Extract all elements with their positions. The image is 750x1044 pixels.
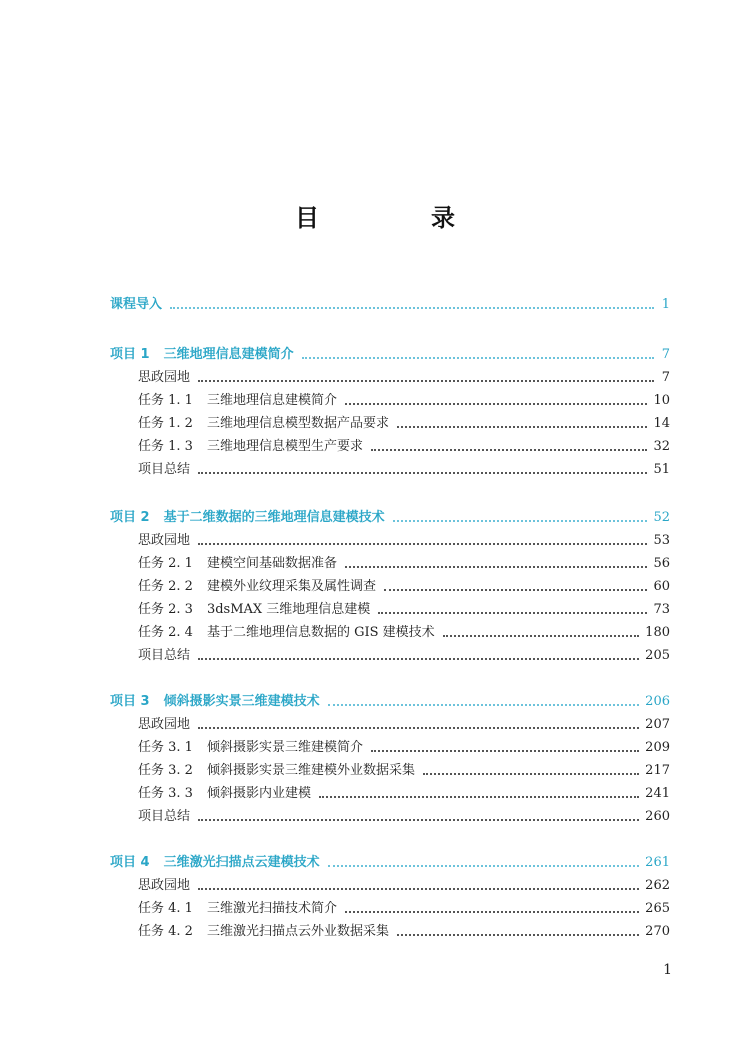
entry-title: 3dsMAX 三维地理信息建模 — [206, 602, 371, 617]
entry-number: 任务 2. 3 — [138, 602, 193, 617]
page-title: 目 录 — [295, 203, 499, 232]
entry-title: 建模外业纹理采集及属性调查 — [206, 579, 376, 594]
entry-page-number: 60 — [653, 579, 670, 594]
entry-title: 倾斜摄影实景三维建模技术 — [163, 694, 320, 709]
entry-number: 任务 1. 2 — [138, 416, 193, 431]
entry-number: 任务 3. 2 — [138, 763, 193, 778]
entry-title: 课程导入 — [110, 297, 163, 312]
toc-section-entry[interactable] — [138, 713, 670, 733]
leader-dots — [198, 888, 639, 890]
toc-section-entry[interactable] — [138, 759, 670, 779]
entry-page-number: 261 — [645, 855, 670, 870]
toc-chapter-entry[interactable] — [110, 343, 670, 363]
entry-number: 任务 4. 2 — [138, 924, 193, 939]
entry-page-number: 207 — [645, 717, 670, 732]
leader-dots — [198, 380, 654, 382]
leader-dots — [198, 543, 647, 545]
entry-page-number: 241 — [645, 786, 670, 801]
entry-title: 思政园地 — [138, 717, 191, 732]
toc-section-entry[interactable] — [138, 412, 670, 432]
leader-dots — [393, 520, 648, 522]
entry-page-number: 53 — [653, 533, 670, 548]
entry-number: 项目 2 — [110, 510, 150, 525]
entry-title: 项目总结 — [138, 648, 191, 663]
leader-dots — [345, 911, 639, 913]
entry-number: 任务 1. 3 — [138, 439, 193, 454]
leader-dots — [328, 865, 640, 867]
toc-section-entry[interactable] — [138, 874, 670, 894]
entry-number: 任务 1. 1 — [138, 393, 193, 408]
toc-section-entry[interactable] — [138, 805, 670, 825]
leader-dots — [328, 704, 640, 706]
leader-dots — [397, 934, 639, 936]
leader-dots — [378, 612, 647, 614]
entry-title: 基于二维地理信息数据的 GIS 建模技术 — [206, 625, 435, 640]
entry-page-number: 205 — [645, 648, 670, 663]
entry-title: 倾斜摄影内业建模 — [206, 786, 311, 801]
entry-title: 项目总结 — [138, 462, 191, 477]
entry-title: 基于二维数据的三维地理信息建模技术 — [163, 510, 385, 525]
entry-number: 任务 3. 1 — [138, 740, 193, 755]
entry-title: 思政园地 — [138, 878, 191, 893]
leader-dots — [302, 357, 654, 359]
toc-chapter-entry[interactable] — [110, 690, 670, 710]
leader-dots — [423, 773, 639, 775]
entry-page-number: 73 — [653, 602, 670, 617]
entry-title: 倾斜摄影实景三维建模简介 — [206, 740, 363, 755]
entry-title: 三维地理信息模型生产要求 — [206, 439, 363, 454]
entry-page-number: 56 — [653, 556, 670, 571]
toc-section-entry[interactable] — [138, 552, 670, 572]
toc-section-entry[interactable] — [138, 575, 670, 595]
toc-section-entry[interactable] — [138, 897, 670, 917]
entry-title: 项目总结 — [138, 809, 191, 824]
leader-dots — [397, 426, 647, 428]
leader-dots — [384, 589, 647, 591]
entry-number: 任务 2. 1 — [138, 556, 193, 571]
entry-page-number: 10 — [653, 393, 670, 408]
toc-section-entry[interactable] — [138, 529, 670, 549]
entry-title: 三维地理信息建模简介 — [163, 347, 294, 362]
entry-number: 项目 4 — [110, 855, 150, 870]
entry-page-number: 51 — [653, 462, 670, 477]
entry-title: 建模空间基础数据准备 — [206, 556, 337, 571]
entry-number: 任务 2. 4 — [138, 625, 193, 640]
entry-number: 任务 3. 3 — [138, 786, 193, 801]
entry-title: 思政园地 — [138, 533, 191, 548]
toc-chapter-entry[interactable] — [110, 506, 670, 526]
entry-number: 任务 2. 2 — [138, 579, 193, 594]
entry-title: 三维地理信息建模简介 — [206, 393, 337, 408]
entry-title: 三维激光扫描技术简介 — [206, 901, 337, 916]
entry-page-number: 1 — [661, 297, 670, 312]
page-number: 1 — [663, 962, 672, 978]
leader-dots — [371, 449, 647, 451]
leader-dots — [319, 796, 639, 798]
toc-section-entry[interactable] — [138, 458, 670, 478]
entry-number: 任务 4. 1 — [138, 901, 193, 916]
leader-dots — [345, 566, 647, 568]
toc-chapter-entry[interactable] — [110, 293, 670, 313]
leader-dots — [198, 472, 647, 474]
leader-dots — [371, 750, 639, 752]
leader-dots — [198, 727, 639, 729]
toc-section-entry[interactable] — [138, 389, 670, 409]
toc-section-entry[interactable] — [138, 435, 670, 455]
entry-page-number: 270 — [645, 924, 670, 939]
leader-dots — [170, 307, 654, 309]
leader-dots — [345, 403, 647, 405]
entry-number: 项目 3 — [110, 694, 150, 709]
entry-title: 倾斜摄影实景三维建模外业数据采集 — [206, 763, 415, 778]
toc-chapter-entry[interactable] — [110, 851, 670, 871]
entry-page-number: 260 — [645, 809, 670, 824]
entry-title: 三维激光扫描点云外业数据采集 — [206, 924, 389, 939]
toc-section-entry[interactable] — [138, 736, 670, 756]
entry-page-number: 7 — [661, 347, 670, 362]
toc-section-entry[interactable] — [138, 621, 670, 641]
entry-page-number: 7 — [661, 370, 670, 385]
toc-section-entry[interactable] — [138, 644, 670, 664]
toc-section-entry[interactable] — [138, 782, 670, 802]
entry-page-number: 262 — [645, 878, 670, 893]
toc-section-entry[interactable] — [138, 366, 670, 386]
entry-page-number: 52 — [653, 510, 670, 525]
entry-title: 思政园地 — [138, 370, 191, 385]
entry-page-number: 180 — [645, 625, 670, 640]
entry-page-number: 32 — [653, 439, 670, 454]
entry-page-number: 14 — [653, 416, 670, 431]
entry-page-number: 265 — [645, 901, 670, 916]
entry-page-number: 209 — [645, 740, 670, 755]
toc-section-entry[interactable] — [138, 920, 670, 940]
leader-dots — [198, 819, 639, 821]
leader-dots — [443, 635, 640, 637]
toc-section-entry[interactable] — [138, 598, 670, 618]
entry-title: 三维地理信息模型数据产品要求 — [206, 416, 389, 431]
entry-title: 三维激光扫描点云建模技术 — [163, 855, 320, 870]
entry-page-number: 206 — [645, 694, 670, 709]
leader-dots — [198, 658, 639, 660]
entry-number: 项目 1 — [110, 347, 150, 362]
entry-page-number: 217 — [645, 763, 670, 778]
